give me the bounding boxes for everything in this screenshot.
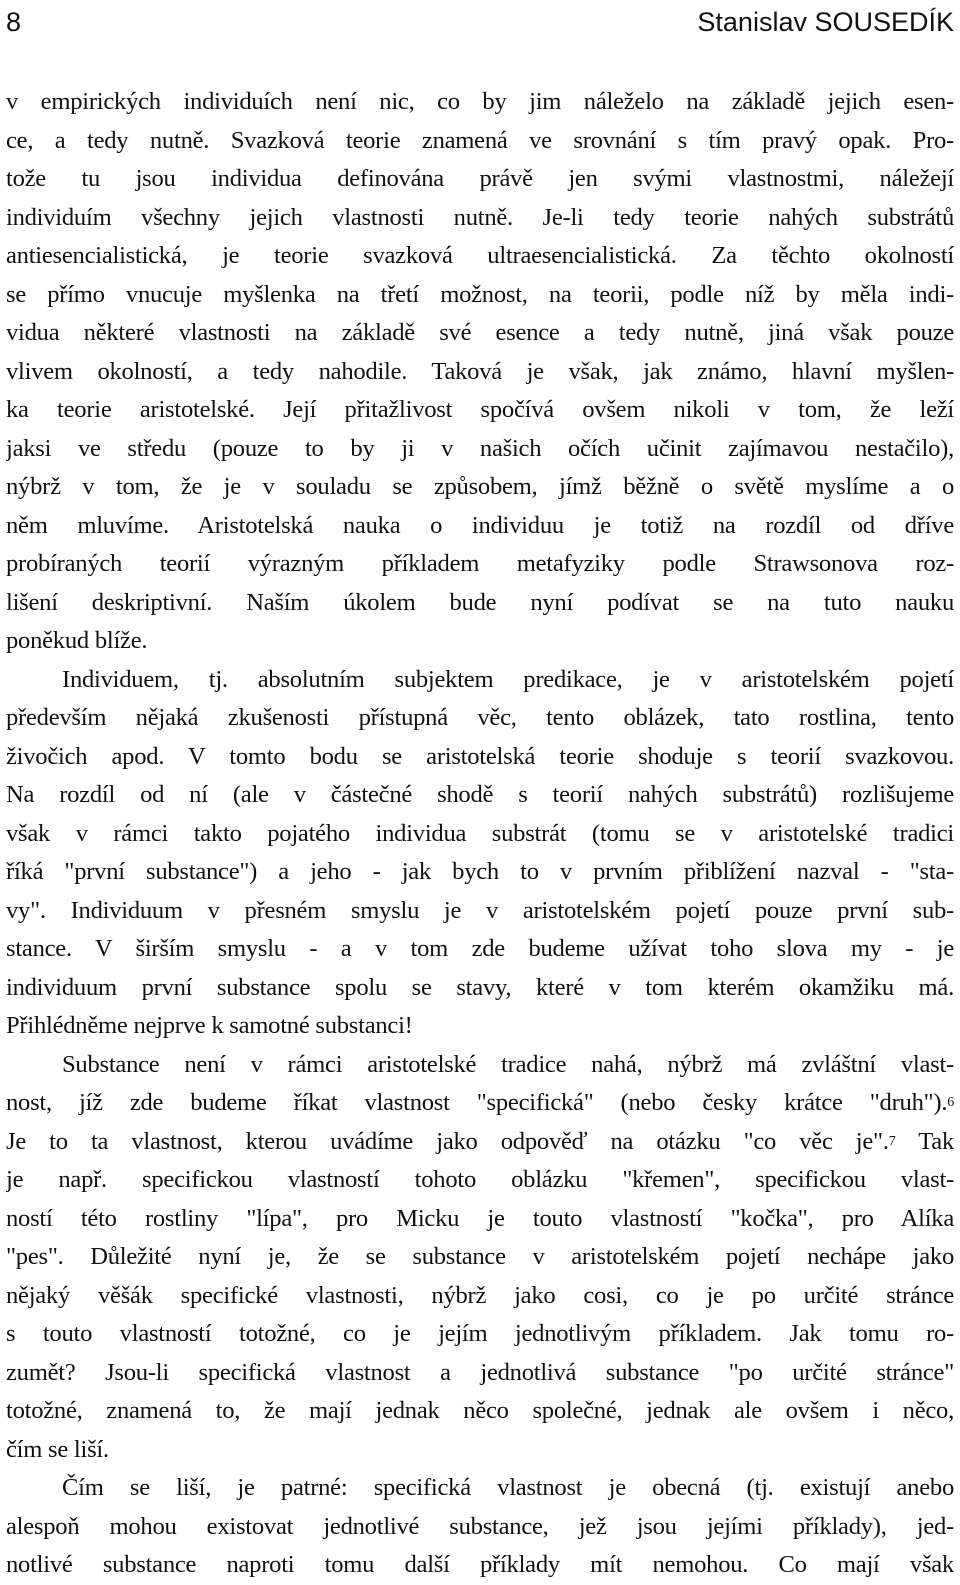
text-line <box>6 237 954 276</box>
text-line-content: Substance není v rámci aristotelské tradice nahá, nýbrž má zvláštní vlast- <box>62 1050 954 1078</box>
text-line-content: Přihlédněme nejprve k samotné substanci! <box>6 1012 413 1039</box>
text-line <box>6 1315 954 1354</box>
footnote-reference: 7 <box>888 1133 896 1149</box>
text-line <box>6 83 954 122</box>
text-line <box>6 353 954 392</box>
text-line <box>6 853 954 892</box>
text-line-content: nýbrž v tom, že je v souladu se způsobem, jímž běžně o světě myslíme a o <box>6 473 954 500</box>
text-line-content: "pes". Důležité nyní je, že se substance v aristotelském pojetí nechápe jako <box>6 1243 954 1270</box>
text-line-content: ností této rostliny "lípa", pro Micku je touto vlastností "kočka", pro Alíka <box>6 1204 954 1232</box>
text-line-content: se přímo vnucuje myšlenka na třetí možnost, na teorii, podle níž by měla indi- <box>6 280 954 308</box>
text-line <box>6 738 954 777</box>
text-line-content: notlivé substance naproti tomu další příklady mít nemohou. Co mají však <box>6 1551 954 1578</box>
text-line-content: je např. specifickou vlastností tohoto oblázku "křemen", specifickou vlast- <box>6 1166 954 1193</box>
text-line-content: Je to ta vlastnost, kterou uvádíme jako odpověď na otázku "co věc je". <box>6 1127 889 1155</box>
text-line <box>6 930 954 969</box>
footnote-reference: 6 <box>947 1095 954 1110</box>
text-line <box>6 122 954 161</box>
text-line-content: ce, a tedy nutně. Svazková teorie znamená ve srovnání s tím pravý opak. Pro- <box>6 126 954 154</box>
text-line <box>6 699 954 738</box>
text-line <box>6 969 954 1008</box>
text-line <box>6 199 954 238</box>
text-line <box>6 661 954 700</box>
text-line <box>6 391 954 430</box>
text-line <box>6 276 954 315</box>
text-line <box>6 815 954 854</box>
page-number: 8 <box>6 7 22 37</box>
text-line <box>6 1200 954 1239</box>
text-line <box>6 1392 954 1431</box>
body-text <box>6 83 954 1585</box>
text-line-content: čím se liší. <box>6 1435 109 1463</box>
text-line-content: vy". Individuum v přesném smyslu je v aristotelském pojetí pouze první sub- <box>6 896 954 924</box>
text-line-content: něm mluvíme. Aristotelská nauka o individuu je totiž na rozdíl od dříve <box>6 511 954 539</box>
text-line <box>6 1354 954 1393</box>
text-line-content: Čím se liší, je patrné: specifická vlastnost je obecná (tj. existují anebo <box>62 1474 954 1501</box>
text-line <box>6 622 954 661</box>
text-line-content: vlivem okolností, a tedy nahodile. Taková je však, jak známo, hlavní myšlen- <box>6 357 954 385</box>
text-line-content: vidua některé vlastnosti na základě své esence a tedy nutně, jiná však pouze <box>6 319 954 346</box>
text-line <box>6 1469 954 1508</box>
text-line <box>6 468 954 507</box>
text-line <box>6 1546 954 1585</box>
text-line-content: probíraných teorií výrazným příkladem metafyziky podle Strawsonova roz- <box>6 550 954 577</box>
text-line-content: totožné, znamená to, že mají jednak něco společné, jednak ale ovšem i něco, <box>6 1397 954 1424</box>
text-line-content: alespoň mohou existovat jednotlivé substance, jež jsou jejími příklady), jed- <box>6 1512 954 1540</box>
text-line-content: ka teorie aristotelské. Její přitažlivost spočívá ovšem nikoli v tom, že leží <box>6 396 954 423</box>
running-head: Stanislav SOUSEDÍK <box>697 7 954 37</box>
text-line <box>6 1123 954 1162</box>
text-line-content: tože tu jsou individua definována právě jen svými vlastnostmi, náležejí <box>6 165 954 192</box>
text-line-content: s touto vlastností totožné, co je jejím jednotlivým příkladem. Jak tomu ro- <box>6 1320 954 1347</box>
text-line-content: Individuem, tj. absolutním subjektem predikace, je v aristotelském pojetí <box>62 665 954 693</box>
text-line <box>6 1084 954 1123</box>
text-line-content: však v rámci takto pojatého individua substrát (tomu se v aristotelské tradici <box>6 819 954 847</box>
text-line-content: antiesencialistická, je teorie svazková ultraesencialistická. Za těchto okolností <box>6 242 954 269</box>
text-line <box>6 1431 954 1470</box>
text-line <box>6 160 954 199</box>
text-line-content: jaksi ve středu (pouze to by ji v našich očích učinit zajímavou nestačilo), <box>6 434 954 462</box>
text-line <box>6 1508 954 1547</box>
text-line <box>6 430 954 469</box>
text-line-content: poněkud blíže. <box>6 627 148 654</box>
text-line-tail: Tak <box>895 1127 954 1155</box>
text-line <box>6 892 954 931</box>
text-line-content: lišení deskriptivní. Naším úkolem bude nyní podívat se na tuto nauku <box>6 588 954 616</box>
text-line-content: říká "první substance") a jeho - jak bych to v prvním přiblížení nazval - "sta- <box>6 858 954 885</box>
text-line-content: stance. V širším smyslu - a v tom zde budeme užívat toho slova my - je <box>6 935 954 962</box>
text-line-content: zumět? Jsou-li specifická vlastnost a jednotlivá substance "po určité stránce" <box>6 1358 954 1386</box>
text-line-content: v empirických individuích není nic, co by jim náleželo na základě jejich esen- <box>6 88 954 115</box>
text-line <box>6 1007 954 1046</box>
text-line <box>6 545 954 584</box>
text-line <box>6 1161 954 1200</box>
text-line <box>6 314 954 353</box>
text-line-content: především nějaká zkušenosti přístupná věc, tento oblázek, tato rostlina, tento <box>6 704 954 731</box>
text-line <box>6 1238 954 1277</box>
text-line-content: individuím všechny jejich vlastnosti nutně. Je-li tedy teorie nahých substrátů <box>6 203 954 231</box>
text-line-content: Na rozdíl od ní (ale v částečné shodě s teorií nahých substrátů) rozlišujeme <box>6 781 954 808</box>
text-line <box>6 776 954 815</box>
text-line <box>6 507 954 546</box>
text-line-content: nějaký věšák specifické vlastnosti, nýbrž jako cosi, co je po určité stránce <box>6 1281 954 1309</box>
text-line-content: živočich apod. V tomto bodu se aristotelská teorie shoduje s teorií svazkovou. <box>6 742 954 770</box>
text-line-content: individuum první substance spolu se stavy, které v tom kterém okamžiku má. <box>6 973 954 1001</box>
text-line <box>6 1277 954 1316</box>
page-header <box>6 4 954 40</box>
text-line-content: nost, jíž zde budeme říkat vlastnost "specifická" (nebo česky krátce "druh"). <box>6 1089 948 1116</box>
text-line <box>6 584 954 623</box>
text-line <box>6 1046 954 1085</box>
